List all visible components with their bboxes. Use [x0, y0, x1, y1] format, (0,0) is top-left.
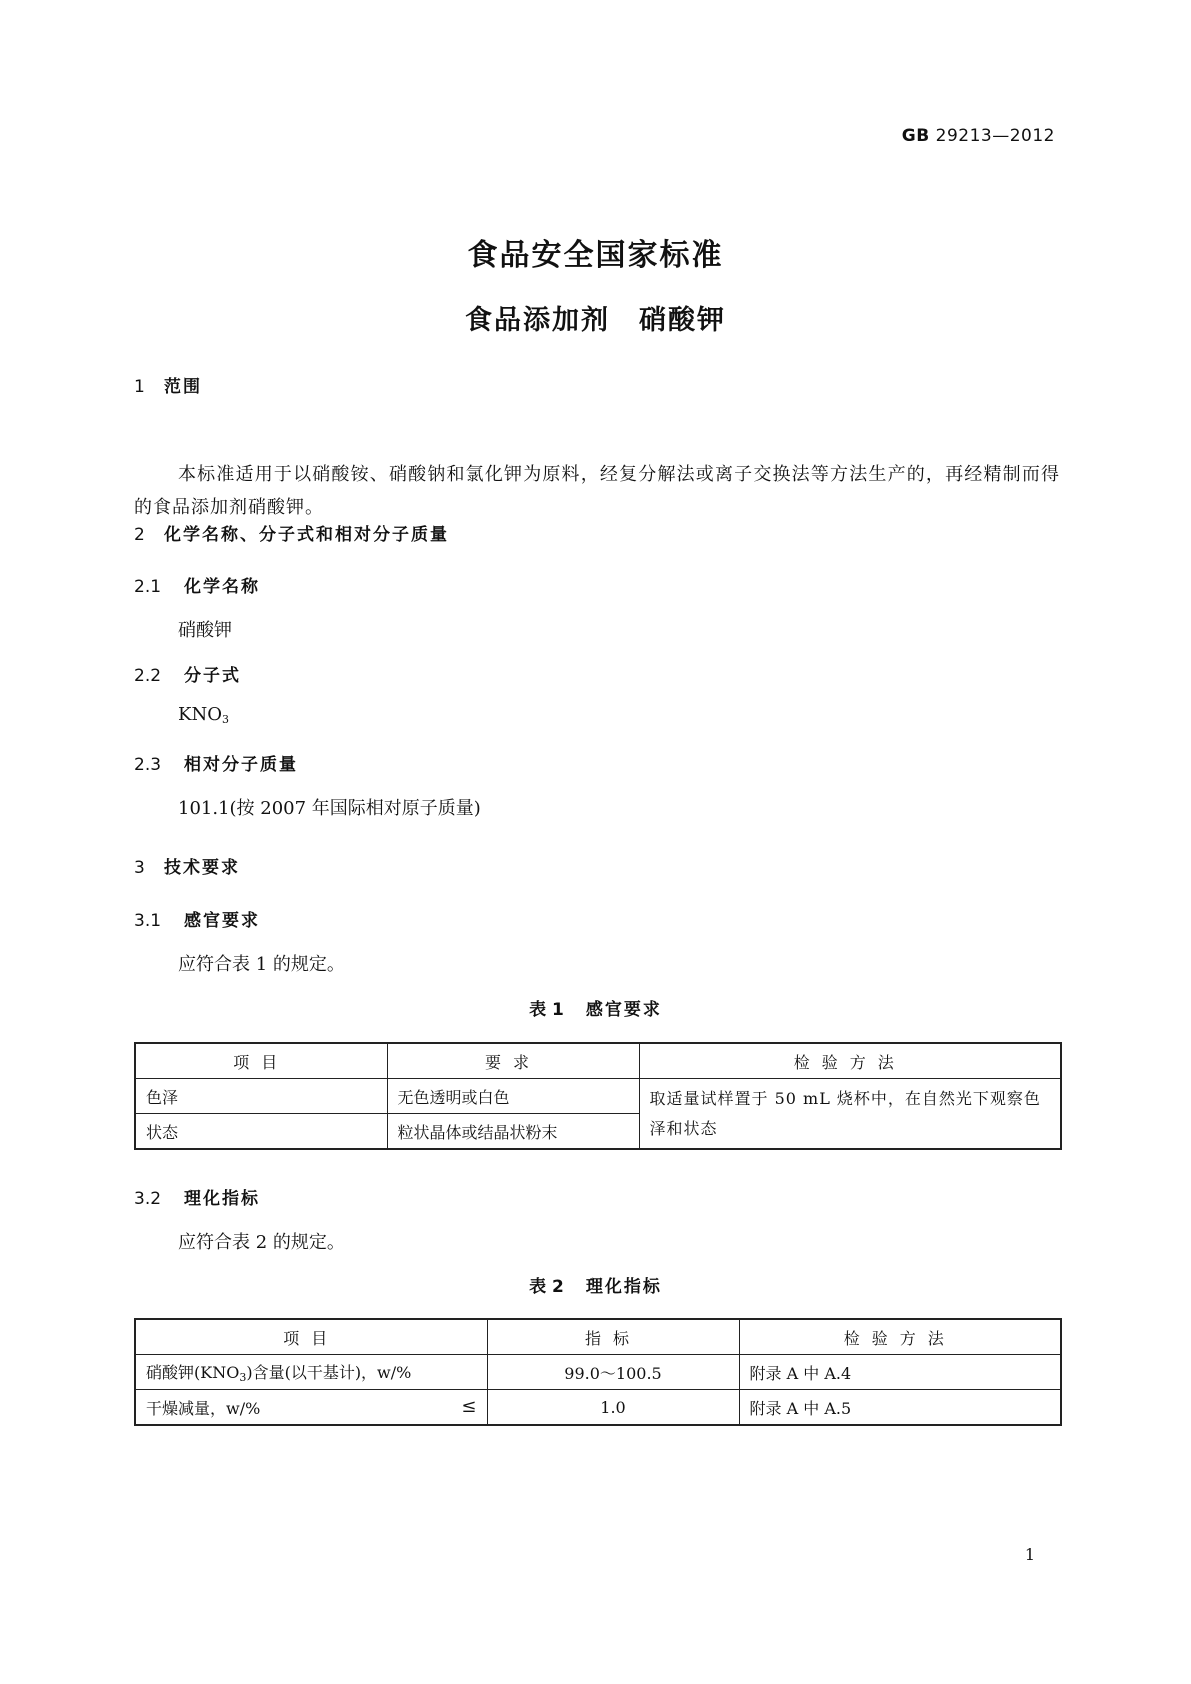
section-3-heading: 3 技术要求: [134, 858, 240, 878]
document-subtitle: 食品添加剂 硝酸钾: [465, 305, 726, 336]
section-2-2-heading: 2.2 分子式: [134, 666, 241, 686]
cell-item: 干燥减量，w/% ≤: [135, 1390, 487, 1426]
standard-number: 29213—2012: [935, 126, 1055, 146]
header-requirement: 要求: [387, 1043, 639, 1079]
leq-symbol: ≤: [461, 1395, 477, 1417]
table-1-sensory-requirements: [134, 1042, 1062, 1150]
section-3-1-body: 应符合表 1 的规定。: [178, 954, 345, 975]
cell-requirement: 无色透明或白色: [387, 1079, 639, 1114]
section-1-heading: 1 范围: [134, 377, 202, 397]
cell-item: 色泽: [135, 1079, 387, 1114]
section-3-2-heading: 3.2 理化指标: [134, 1189, 260, 1209]
table-row: [135, 1355, 1061, 1390]
section-2-3-heading: 2.3 相对分子质量: [134, 755, 298, 775]
section-2-1-body: 硝酸钾: [178, 620, 232, 641]
page-number: 1: [1024, 1545, 1035, 1564]
cell-method: 取适量试样置于 50 mL 烧杯中，在自然光下观察色泽和状态: [639, 1079, 1061, 1150]
cell-value: 1.0: [487, 1390, 739, 1426]
document-title: 食品安全国家标准: [467, 238, 724, 273]
cell-item: 硝酸钾$(KNO_3)$含量(以干基计)，w/%: [135, 1355, 487, 1390]
table-2-caption: 表 2 理化指标: [529, 1277, 662, 1297]
section-2-3-body: 101.1(按 2007 年国际相对原子质量): [178, 798, 481, 819]
section-3-1-heading: 3.1 感官要求: [134, 911, 260, 931]
section-3-2-body: 应符合表 2 的规定。: [178, 1232, 345, 1253]
cell-method: 附录 A 中 A.4: [739, 1355, 1061, 1390]
cell-method: 附录 A 中 A.5: [739, 1390, 1061, 1426]
cell-requirement: 粒状晶体或结晶状粉末: [387, 1114, 639, 1150]
table-1-caption: 表 1 感官要求: [529, 1000, 662, 1020]
header-method: 检验方法: [739, 1319, 1061, 1355]
standard-prefix: GB: [901, 126, 930, 146]
header-indicator: 指标: [487, 1319, 739, 1355]
cell-value: 99.0～100.5: [487, 1355, 739, 1390]
cell-item: 状态: [135, 1114, 387, 1150]
header-method: 检验方法: [639, 1043, 1061, 1079]
table-row: [135, 1079, 1061, 1114]
table-2-physicochemical-indicators: [134, 1318, 1062, 1426]
table-header-row: [135, 1043, 1061, 1079]
standard-code: [902, 126, 1055, 146]
header-item: 项目: [135, 1043, 387, 1079]
header-item: 项目: [135, 1319, 487, 1355]
table-row: [135, 1390, 1061, 1426]
molecular-formula: $KNO_3$: [178, 704, 229, 726]
section-1-body: 本标准适用于以硝酸铵、硝酸钠和氯化钾为原料，经复分解法或离子交换法等方法生产的，再经精制而得的食品添加剂硝酸钾。: [134, 464, 1060, 518]
section-2-1-heading: 2.1 化学名称: [134, 577, 260, 597]
table-header-row: [135, 1319, 1061, 1355]
section-2-heading: 2 化学名称、分子式和相对分子质量: [134, 525, 449, 545]
